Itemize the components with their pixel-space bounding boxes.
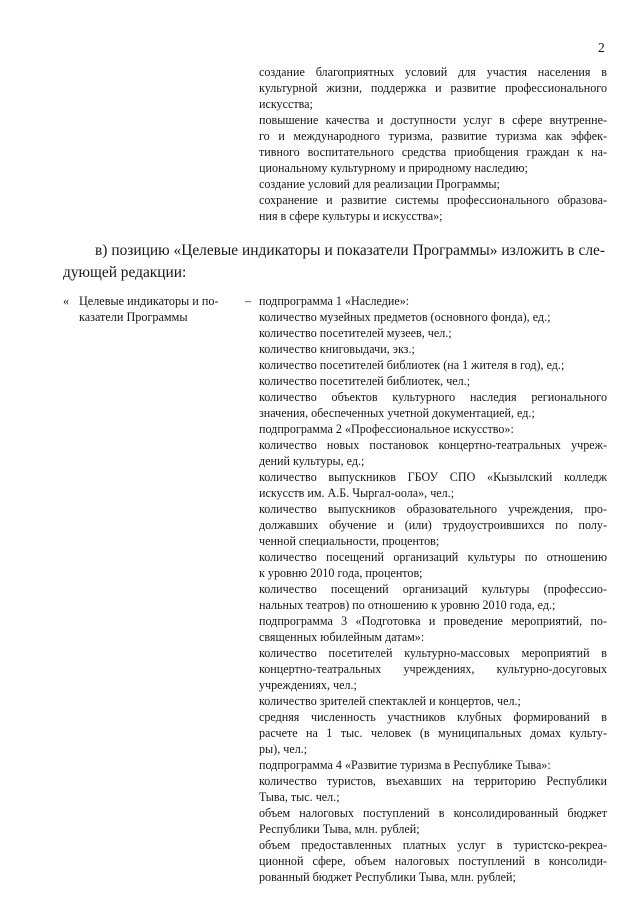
indicator-line: количество посетителей библиотек, чел.; (259, 374, 471, 388)
indicator-line: количество выпускников образовательного учреждения, про- (259, 502, 607, 516)
indicator-line: расчете на 1 тыс. человек (в муниципальных домах культу- (259, 726, 607, 740)
indicator-line: концертно-театральных учреждениях, культурно-досуговых (259, 662, 607, 676)
indicator-line: количество объектов культурного наследия регионального (259, 390, 607, 404)
indicator-line: количество посетителей музеев, чел.; (259, 326, 452, 340)
indicator-line: Тыва, тыс. чел.; (259, 790, 340, 804)
indicator-line: подпрограмма 2 «Профессиональное искусство»: (259, 422, 514, 436)
statement-line: дующей редакции: (63, 264, 187, 281)
indicator-line: ционной сфере, объем налоговых поступлений в консолиди- (259, 854, 607, 868)
indicator-line: количество музейных предметов (основного фонда), ед.; (259, 310, 551, 324)
page-number: 2 (598, 40, 605, 55)
text-line: создание благоприятных условий для участия населения в (259, 65, 607, 79)
indicator-line: подпрограмма 4 «Развитие туризма в Республике Тыва»: (259, 758, 551, 772)
indicator-line: количество посетителей культурно-массовых мероприятий в (259, 646, 607, 660)
indicator-line: ры), чел.; (259, 742, 308, 756)
indicator-line: рованный бюджет Республики Тыва, млн. рублей; (259, 870, 516, 884)
indicator-line: количество новых постановок концертно-театральных учреж- (259, 438, 607, 452)
text-line: повышение качества и доступности услуг в сфере внутренне- (259, 113, 607, 127)
indicator-line: священных юбилейным датам»: (259, 630, 425, 644)
text-line: сохранение и развитие системы профессионального образова- (259, 193, 607, 207)
text-line: циональному культурному и природному наследию; (259, 161, 528, 175)
indicator-line: нальных театров) по отношению к уровню 2010 года, ед.; (259, 598, 556, 612)
indicator-line: количество посещений организаций культуры по отношению (259, 550, 607, 564)
indicator-line: искусств им. А.Б. Чыргал-оола», чел.; (259, 486, 455, 500)
indicator-line: количество зрителей спектаклей и концертов, чел.; (259, 694, 521, 708)
indicator-line: количество выпускников ГБОУ СПО «Кызылский колледж (259, 470, 607, 484)
indicator-line: средняя численность участников клубных формирований в (259, 710, 607, 724)
indicator-line: количество туристов, въехавших на территорию Республики (259, 774, 607, 788)
text-line: искусства; (259, 97, 313, 111)
text-line: культурной жизни, поддержка и развитие профессионального (259, 81, 607, 95)
indicator-line: количество посещений организаций культуры (профессио- (259, 582, 607, 596)
table-label-line: казатели Программы (79, 310, 188, 324)
table-label-line: Целевые индикаторы и по- (79, 294, 219, 308)
text-line: ния в сфере культуры и искусства»; (259, 209, 443, 223)
indicator-line: количество посетителей библиотек (на 1 жителя в год), ед.; (259, 358, 565, 372)
indicator-line: подпрограмма 3 «Подготовка и проведение мероприятий, по- (259, 614, 607, 628)
indicator-line: объем предоставленных платных услуг в туристско-рекреа- (259, 838, 607, 852)
indicator-line: объем налоговых поступлений в консолидированный бюджет (259, 806, 607, 820)
text-line: го и международного туризма, развитие туризма как эффек- (259, 129, 607, 143)
indicator-line: дений культуры, ед.; (259, 454, 365, 468)
text-line: тивного воспитательного средства приобщения граждан к на- (259, 145, 607, 159)
dash: – (245, 294, 252, 308)
indicator-line: подпрограмма 1 «Наследие»: (259, 294, 410, 308)
indicator-line: значения, обеспеченных учетной документацией, ед.; (259, 406, 535, 420)
text-line: создание условий для реализации Программы; (259, 177, 500, 191)
statement-line: в) позицию «Целевые индикаторы и показатели Программы» изложить в сле- (95, 242, 605, 259)
indicator-line: к уровню 2010 года, процентов; (259, 566, 423, 580)
indicator-line: должавших обучение и (или) трудоустроившихся по полу- (259, 518, 607, 532)
open-quote: « (63, 294, 70, 308)
indicator-line: количество книговыдачи, экз.; (259, 342, 415, 356)
indicator-line: ченной специальности, процентов; (259, 534, 440, 548)
indicator-line: учреждениях, чел.; (259, 678, 357, 692)
indicator-line: Республики Тыва, млн. рублей; (259, 822, 420, 836)
